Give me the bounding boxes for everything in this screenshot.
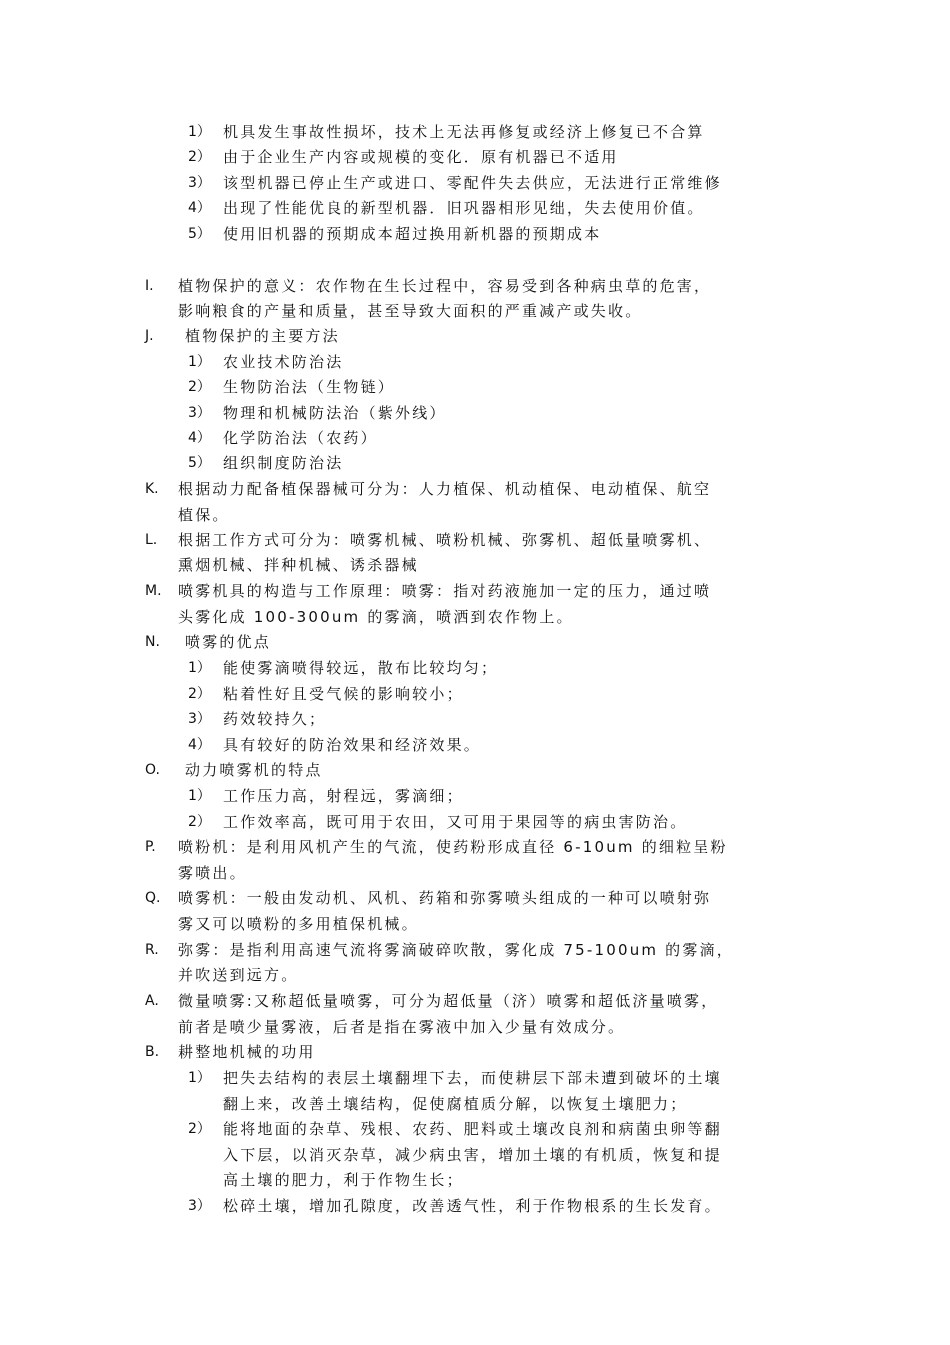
text-line [0, 938, 950, 962]
text-line [0, 553, 950, 577]
line-text: 动力喷雾机的特点 [185, 761, 323, 779]
text-line [0, 784, 950, 808]
line-text: 松碎土壤，增加孔隙度，改善透气性，利于作物根系的生长发育。 [223, 1197, 722, 1215]
line-text: 翻上来，改善土壤结构，促使腐植质分解，以恢复土壤肥力； [223, 1095, 688, 1113]
line-text: 能将地面的杂草、残根、农药、肥料或土壤改良剂和病菌虫卵等翻 [223, 1120, 722, 1138]
line-text: 根据动力配备植保器械可分为：人力植保、机动植保、电动植保、航空 [178, 480, 712, 498]
line-text: 具有较好的防治效果和经济效果。 [223, 736, 482, 754]
text-line [0, 1168, 950, 1192]
text-line [0, 707, 950, 731]
text-line [0, 1066, 950, 1090]
list-marker: 2） [188, 379, 211, 395]
list-marker: 1） [188, 1070, 211, 1086]
line-text: 物理和机械防法治（紫外线） [223, 404, 447, 422]
text-line [0, 605, 950, 629]
line-text: 影响粮食的产量和质量，甚至导致大面积的严重减产或失收。 [178, 302, 643, 320]
line-text: 该型机器已停止生产或进口、零配件失去供应，无法进行正常维修 [223, 174, 722, 192]
line-text: 前者是喷少量雾液，后者是指在雾液中加入少量有效成分。 [178, 1018, 626, 1036]
text-line [0, 171, 950, 195]
line-text: 雾喷出。 [178, 864, 247, 882]
line-text: 农业技术防治法 [223, 353, 344, 371]
list-marker: O. [145, 762, 160, 778]
text-line [0, 630, 950, 654]
text-line [0, 810, 950, 834]
line-text: 能使雾滴喷得较远，散布比较均匀； [223, 659, 499, 677]
line-text: 由于企业生产内容或规模的变化．原有机器已不适用 [223, 148, 619, 166]
line-text: 喷雾的优点 [185, 633, 272, 651]
line-text: 植物保护的主要方法 [185, 327, 340, 345]
list-marker: M. [145, 583, 162, 599]
list-marker: L. [145, 532, 158, 548]
list-marker: 3） [188, 175, 211, 191]
line-text: 喷雾机具的构造与工作原理：喷雾：指对药液施加一定的压力，通过喷 [178, 582, 712, 600]
line-text: 化学防治法（农药） [223, 429, 378, 447]
line-text: 弥雾：是指利用高速气流将雾滴破碎吹散，雾化成 75-100um 的雾滴， [178, 941, 734, 959]
text-line [0, 963, 950, 987]
text-line [0, 682, 950, 706]
text-line [0, 451, 950, 475]
list-marker: 2） [188, 1121, 211, 1137]
line-text: 粘着性好且受气候的影响较小； [223, 685, 464, 703]
text-line [0, 274, 950, 298]
line-text: 根据工作方式可分为：喷雾机械、喷粉机械、弥雾机、超低量喷雾机、 [178, 531, 712, 549]
list-marker: 1） [188, 660, 211, 676]
list-marker: R. [145, 942, 159, 958]
text-line [0, 861, 950, 885]
text-line [0, 758, 950, 782]
list-marker: K. [145, 481, 159, 497]
text-line [0, 886, 950, 910]
text-line [0, 299, 950, 323]
list-marker: 2） [188, 686, 211, 702]
line-text: 微量喷雾:又称超低量喷雾，可分为超低量（济）喷雾和超低济量喷雾， [178, 992, 719, 1010]
line-text: 使用旧机器的预期成本超过换用新机器的预期成本 [223, 225, 602, 243]
text-line [0, 835, 950, 859]
text-line [0, 503, 950, 527]
text-line [0, 1194, 950, 1218]
list-marker: 3） [188, 711, 211, 727]
list-marker: I. [145, 278, 154, 294]
line-text: 植保。 [178, 506, 230, 524]
text-line [0, 656, 950, 680]
line-text: 并吹送到远方。 [178, 966, 299, 984]
line-text: 熏烟机械、拌种机械、诱杀器械 [178, 556, 419, 574]
list-marker: N. [145, 634, 160, 650]
line-text: 雾又可以喷粉的多用植保机械。 [178, 915, 419, 933]
line-text: 喷粉机：是利用风机产生的气流，使药粉形成直径 6-10um 的细粒呈粉 [178, 838, 728, 856]
line-text: 高土壤的肥力，利于作物生长； [223, 1171, 464, 1189]
list-marker: 5） [188, 455, 211, 471]
line-text: 生物防治法（生物链） [223, 378, 396, 396]
line-text: 把失去结构的表层土壤翻埋下去，而使耕层下部未遭到破坏的土壤 [223, 1069, 722, 1087]
line-text: 入下层，以消灭杂草，减少病虫害，增加土壤的有机质，恢复和提 [223, 1146, 722, 1164]
list-marker: 4） [188, 430, 211, 446]
text-line [0, 733, 950, 757]
line-text: 耕整地机械的功用 [178, 1043, 316, 1061]
list-marker: 1） [188, 124, 211, 140]
text-line [0, 375, 950, 399]
text-line [0, 350, 950, 374]
list-marker: 3） [188, 405, 211, 421]
line-text: 工作效率高，既可用于农田，又可用于果园等的病虫害防治。 [223, 813, 688, 831]
text-line [0, 1040, 950, 1064]
text-line [0, 1015, 950, 1039]
list-marker: 4） [188, 737, 211, 753]
text-line [0, 222, 950, 246]
line-text: 喷雾机：一般由发动机、风机、药箱和弥雾喷头组成的一种可以喷射弥 [178, 889, 712, 907]
text-line [0, 145, 950, 169]
text-line [0, 120, 950, 144]
list-marker: 2） [188, 149, 211, 165]
line-text: 组织制度防治法 [223, 454, 344, 472]
list-marker: 1） [188, 788, 211, 804]
list-marker: 1） [188, 354, 211, 370]
list-marker: B. [145, 1044, 160, 1060]
text-line [0, 477, 950, 501]
list-marker: Q. [145, 890, 161, 906]
list-marker: P. [145, 839, 156, 855]
list-marker: 4） [188, 200, 211, 216]
list-marker: J. [145, 328, 154, 344]
text-line [0, 1092, 950, 1116]
text-line [0, 196, 950, 220]
line-text: 出现了性能优良的新型机器．旧巩器相形见绌，失去使用价值。 [223, 199, 705, 217]
text-line [0, 579, 950, 603]
text-line [0, 1143, 950, 1167]
list-marker: 5） [188, 226, 211, 242]
text-line [0, 426, 950, 450]
line-text: 头雾化成 100-300um 的雾滴，喷洒到农作物上。 [178, 608, 574, 626]
list-marker: 2） [188, 814, 211, 830]
line-text: 机具发生事故性损坏，技术上无法再修复或经济上修复已不合算 [223, 123, 705, 141]
line-text: 药效较持久； [223, 710, 327, 728]
text-line [0, 989, 950, 1013]
line-text: 植物保护的意义：农作物在生长过程中，容易受到各种病虫草的危害， [178, 277, 712, 295]
list-marker: 3） [188, 1198, 211, 1214]
text-line [0, 528, 950, 552]
text-line [0, 912, 950, 936]
line-text: 工作压力高，射程远，雾滴细； [223, 787, 464, 805]
list-marker: A. [145, 993, 159, 1009]
text-line [0, 401, 950, 425]
text-line [0, 324, 950, 348]
text-line [0, 1117, 950, 1141]
